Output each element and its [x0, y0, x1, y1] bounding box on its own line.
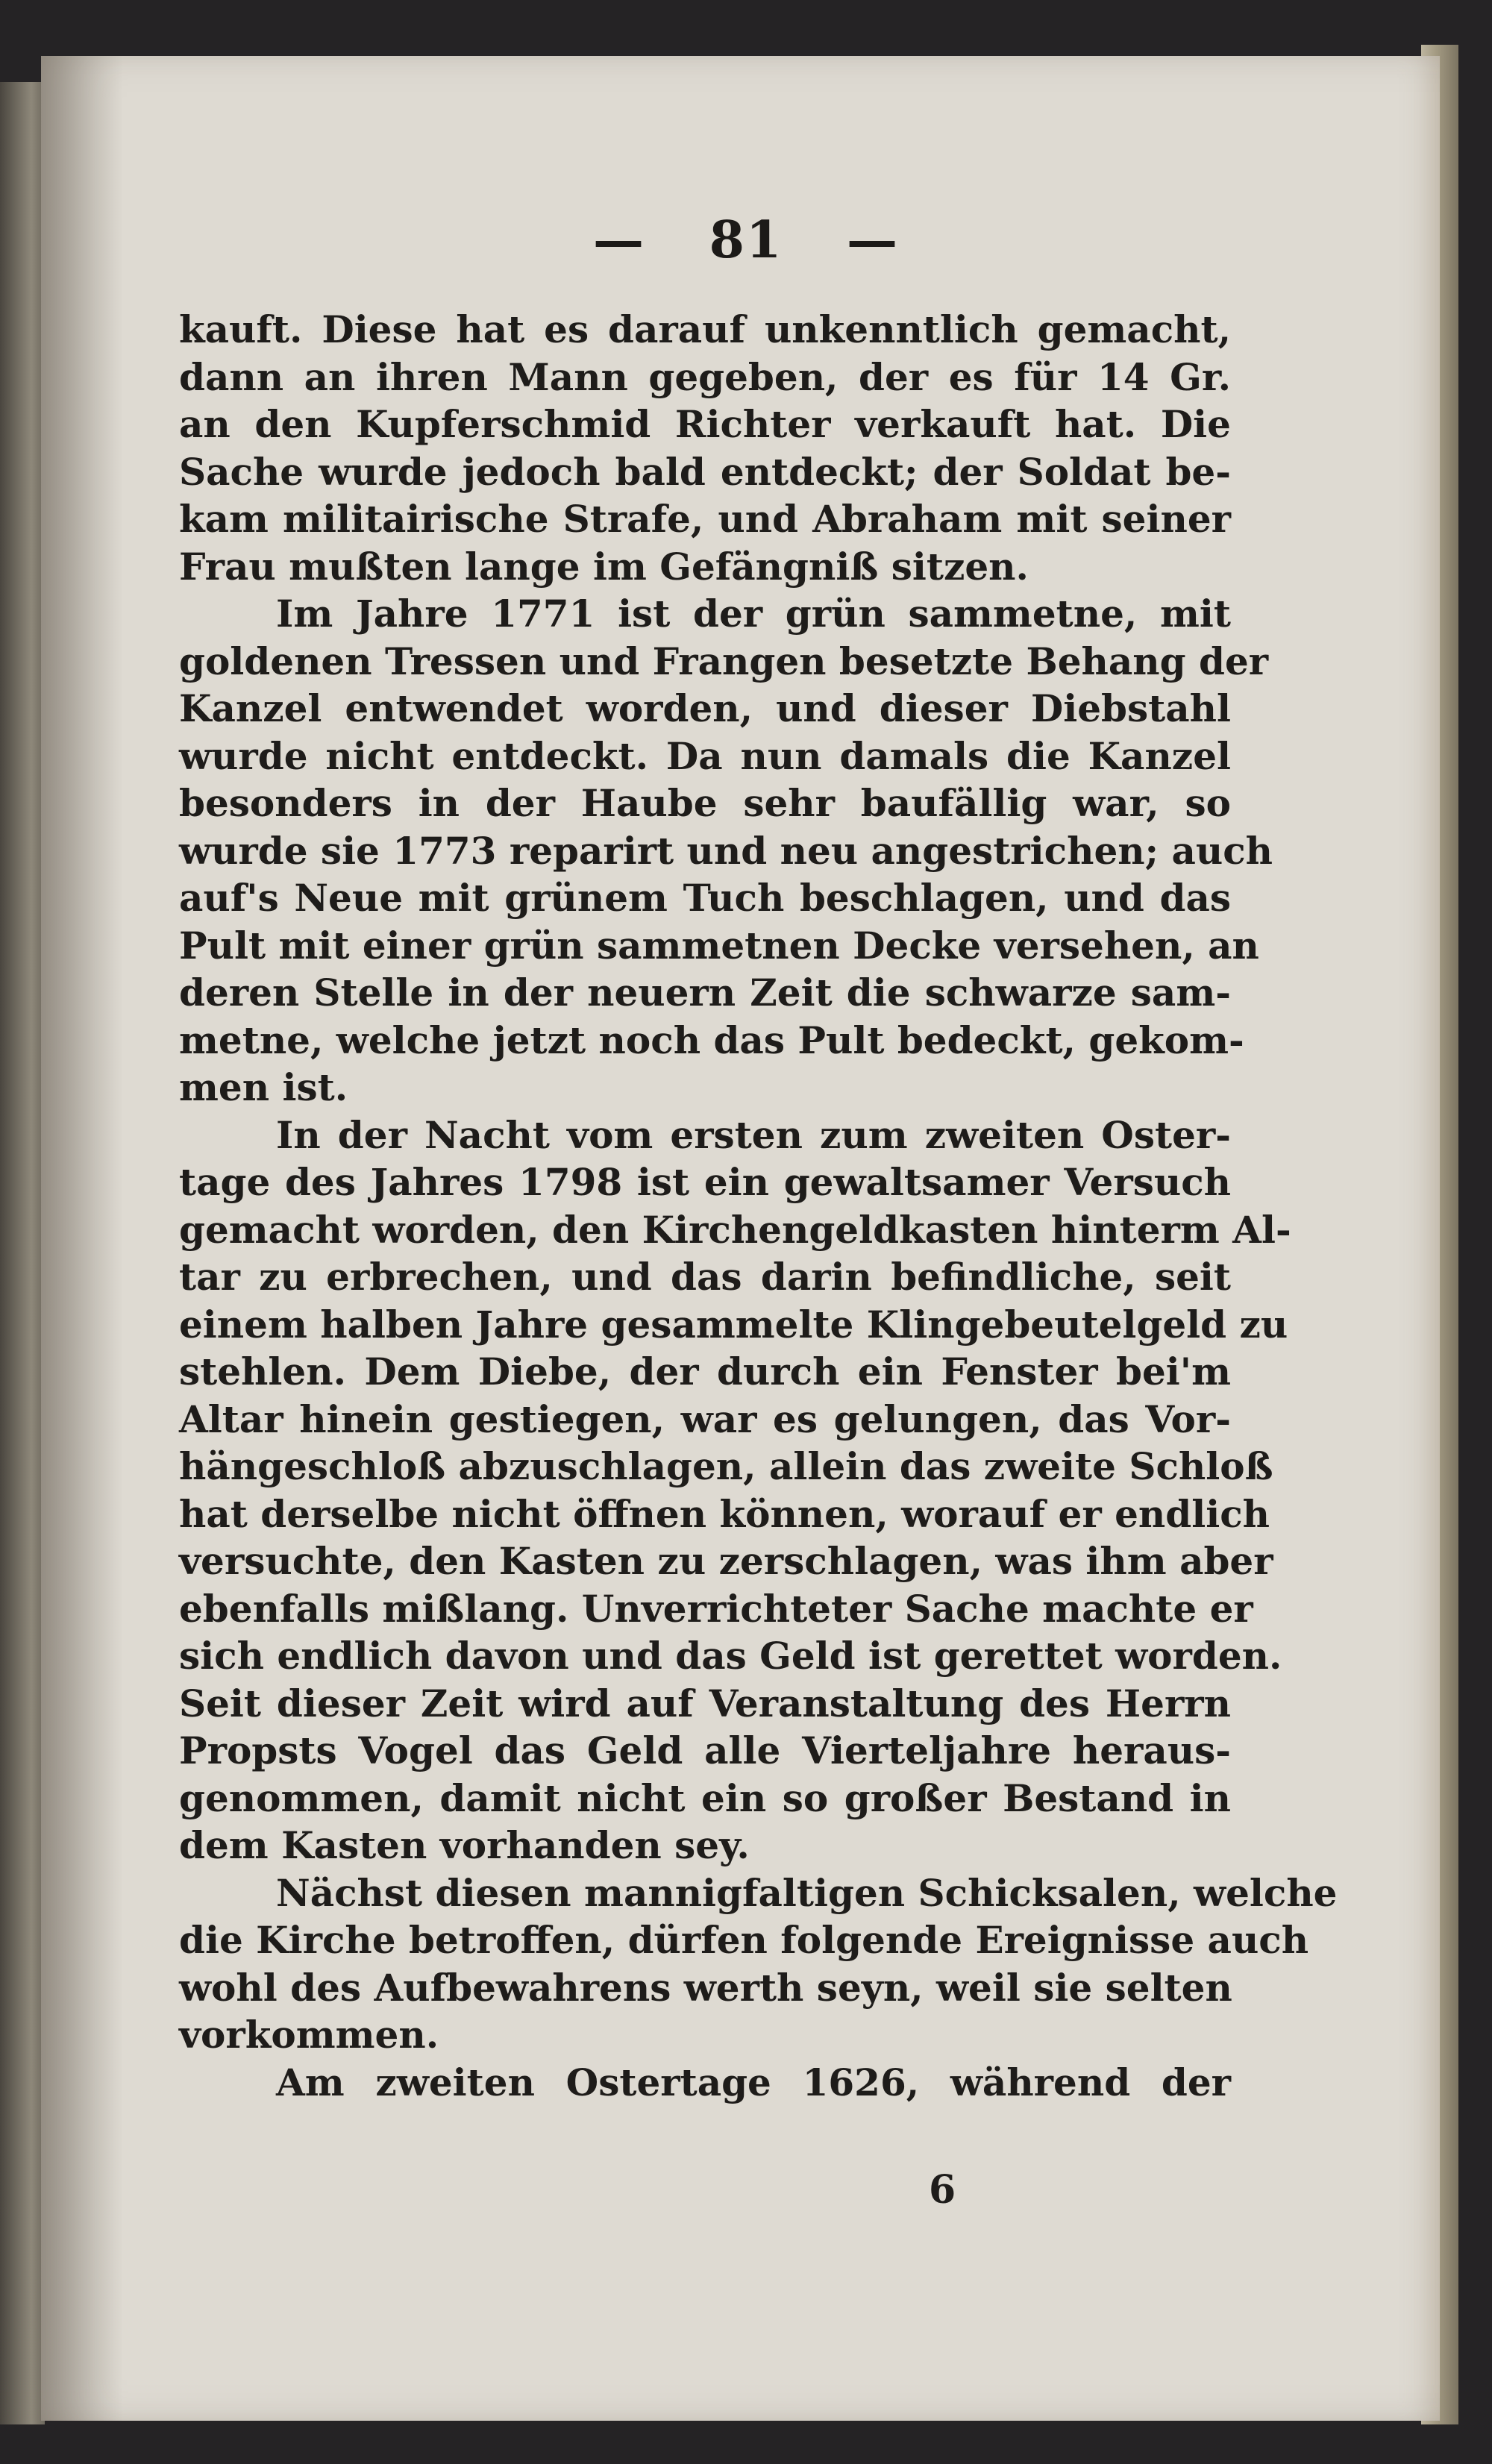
body-text: [179, 306, 1338, 2106]
text-line: Nächst diesen mannigfaltigen Schicksalen, welche: [276, 1870, 1338, 1915]
text-line: Im Jahre 1771 ist der grün sammetne, mit: [276, 592, 1231, 636]
text-line: kauft. Diese hat es darauf unkenntlich gemacht,: [179, 307, 1231, 351]
gutter-shadow: [41, 56, 123, 2421]
text-line: einem halben Jahre gesammelte Klingebeutelgeld zu: [179, 1302, 1288, 1347]
text-line: gemacht worden, den Kirchengeldkasten hinterm Al-: [179, 1207, 1291, 1252]
text-line: metne, welche jetzt noch das Pult bedeckt, gekom-: [179, 1018, 1244, 1062]
text-line: Sache wurde jedoch bald entdeckt; der Soldat be-: [179, 449, 1231, 494]
text-line: wurde nicht entdeckt. Da nun damals die Kanzel: [179, 733, 1231, 778]
facing-page-edge: [0, 82, 45, 2424]
text-line: vorkommen.: [179, 2013, 439, 2057]
text-line: auf's Neue mit grünem Tuch beschlagen, und das: [179, 876, 1231, 920]
text-line: In der Nacht vom ersten zum zweiten Oster-: [276, 1112, 1231, 1157]
page-number: 81: [709, 210, 783, 270]
text-line: Propsts Vogel das Geld alle Vierteljahre heraus-: [179, 1728, 1231, 1772]
text-line: tar zu erbrechen, und das darin befindliche, seit: [179, 1255, 1231, 1299]
text-line: stehlen. Dem Diebe, der durch ein Fenster bei'm: [179, 1349, 1231, 1394]
text-line: versuchte, den Kasten zu zerschlagen, was ihm aber: [179, 1539, 1273, 1583]
text-line: Altar hinein gestiegen, war es gelungen, das Vor-: [179, 1396, 1231, 1441]
text-line: Frau mußten lange im Gefängniß sitzen.: [179, 544, 1029, 589]
text-line: hat derselbe nicht öffnen können, worauf er endlich: [179, 1491, 1270, 1536]
text-line: kam militairische Strafe, und Abraham mit seiner: [179, 497, 1231, 541]
text-line: genommen, damit nicht ein so großer Bestand in: [179, 1775, 1231, 1820]
text-line: wurde sie 1773 reparirt und neu angestrichen; auch: [179, 828, 1273, 873]
text-line: hängeschloß abzuschlagen, allein das zweite Schloß: [179, 1444, 1273, 1488]
text-line: dem Kasten vorhanden sey.: [179, 1823, 750, 1867]
text-line: Seit dieser Zeit wird auf Veranstaltung des Herrn: [179, 1681, 1231, 1725]
signature-mark: 6: [929, 2167, 956, 2213]
text-line: wohl des Aufbewahrens werth seyn, weil sie selten: [179, 1965, 1232, 2010]
text-line: goldenen Tressen und Frangen besetzte Behang der: [179, 639, 1269, 683]
text-line: ebenfalls mißlang. Unverrichteter Sache machte er: [179, 1586, 1253, 1631]
text-line: an den Kupferschmid Richter verkauft hat. Die: [179, 402, 1231, 446]
text-line: Kanzel entwendet worden, und dieser Diebstahl: [179, 686, 1231, 730]
page-header: [0, 210, 1492, 270]
header-dash-left: —: [592, 210, 645, 270]
text-line: tage des Jahres 1798 ist ein gewaltsamer Versuch: [179, 1160, 1231, 1204]
text-line: Pult mit einer grün sammetnen Decke versehen, an: [179, 923, 1259, 968]
text-line: deren Stelle in der neuern Zeit die schwarze sam-: [179, 971, 1231, 1015]
text-line: Am zweiten Ostertage 1626, während der: [276, 2060, 1231, 2104]
header-dash-right: —: [847, 210, 899, 270]
text-line: besonders in der Haube sehr baufällig war, so: [179, 781, 1231, 825]
text-line: die Kirche betroffen, dürfen folgende Ereignisse auch: [179, 1918, 1309, 1962]
text-line: dann an ihren Mann gegeben, der es für 14 Gr.: [179, 354, 1231, 399]
text-line: men ist.: [179, 1065, 348, 1109]
text-line: sich endlich davon und das Geld ist gerettet worden.: [179, 1634, 1282, 1678]
